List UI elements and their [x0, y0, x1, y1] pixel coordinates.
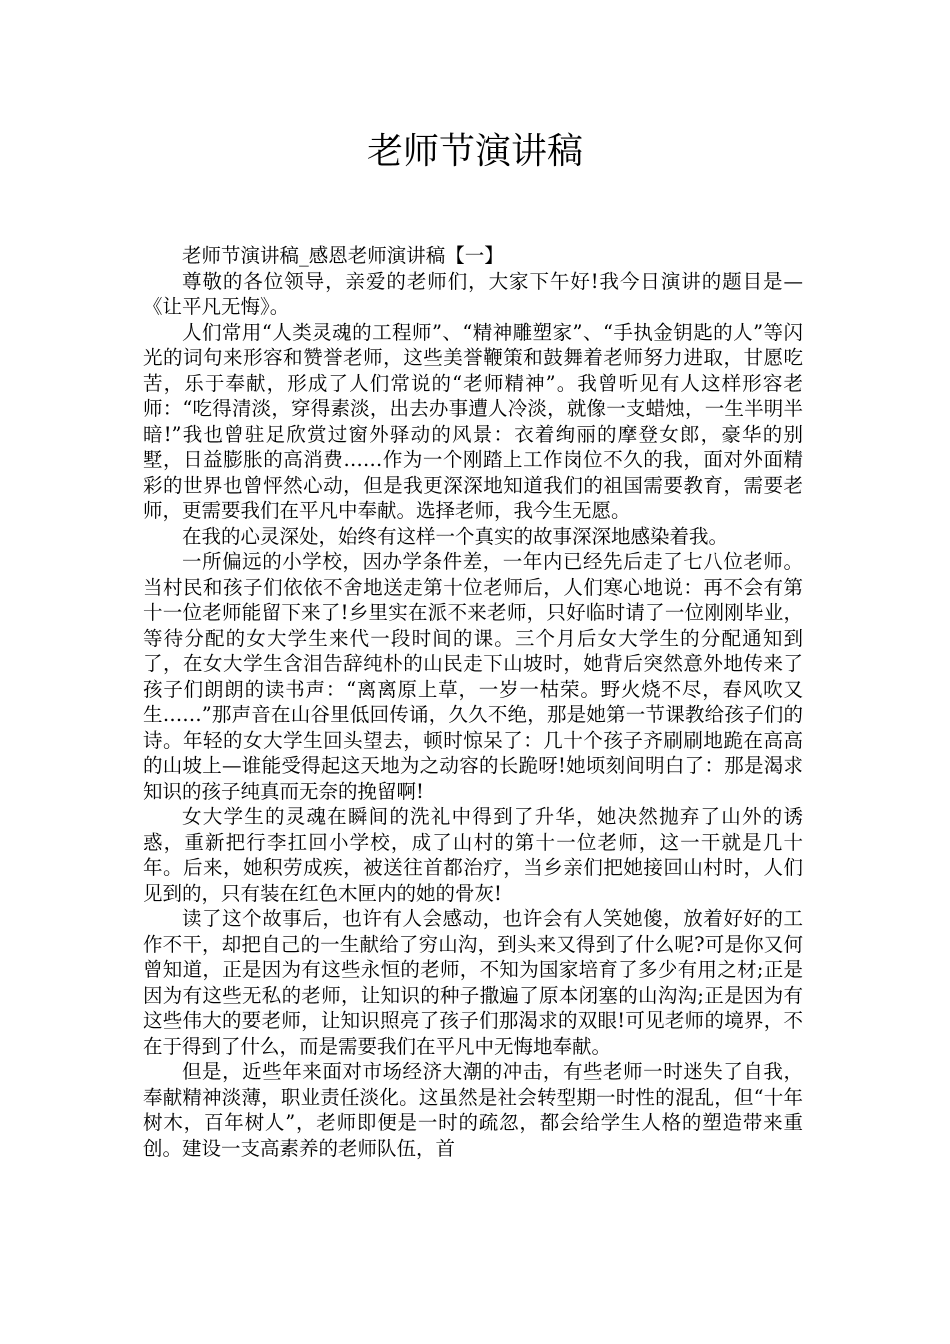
- paragraph: 尊敬的各位领导，亲爱的老师们，大家下午好!我今日演讲的题目是—《让平凡无悔》。: [143, 269, 803, 318]
- section-heading: 老师节演讲稿_感恩老师演讲稿【一】: [182, 244, 504, 267]
- paragraph: 人们常用“人类灵魂的工程师”、“精神雕塑家”、“手执金钥匙的人”等闪光的词句来形容和赞誉老师，这些美誉鞭策和鼓舞着老师努力进取，甘愿吃苦，乐于奉献，形成了人们常说的“老师精神”。我曾听见有人这样形容老师：“吃得清淡，穿得素淡，出去办事遭人冷淡，就像一支蜡烛，一生半明半暗!”我也曾驻足欣赏过窗外驿动的风景：衣着绚丽的摩登女郎，豪华的别墅，日益膨胀的高消费……作为一个刚踏上工作岗位不久的我，面对外面精彩的世界也曾怦然心动，但是我更深深地知道我们的祖国需要教育，需要老师，更需要我们在平凡中奉献。选择老师，我今生无愿。: [143, 320, 803, 522]
- paragraph: 在我的心灵深处，始终有这样一个真实的故事深深地感染着我。: [182, 524, 729, 548]
- paragraph: 一所偏远的小学校，因办学条件差，一年内已经先后走了七八位老师。当村民和孩子们依依不舍地送走第十位老师后，人们寒心地说：再不会有第十一位老师能留下来了!乡里实在派不来老师，只好临时请了一位刚刚毕业，等待分配的女大学生来代一段时间的课。三个月后女大学生的分配通知到了，在女大学生含泪告辞纯朴的山民走下山坡时，她背后突然意外地传来了孩子们朗朗的读书声：“离离原上草，一岁一枯荣。野火烧不尽，春风吹又生……”那声音在山谷里低回传诵，久久不绝，那是她第一节课教给孩子们的诗。年轻的女大学生回头望去，顿时惊呆了：几十个孩子齐刷刷地跪在高高的山坡上—谁能受得起这天地为之动容的长跪呀!她顷刻间明白了：那是渴求知识的孩子纯真而无奈的挽留啊!: [143, 550, 803, 803]
- document-body: [143, 243, 803, 1161]
- paragraph: 但是，近些年来面对市场经济大潮的冲击，有些老师一时迷失了自我，奉献精神淡薄，职业责任淡化。这虽然是社会转型期一时性的混乱，但“十年树木，百年树人”，老师即便是一时的疏忽，都会给学生人格的塑造带来重创。建设一支高素养的老师队伍，首: [143, 1060, 803, 1160]
- paragraph: 读了这个故事后，也许有人会感动，也许会有人笑她傻，放着好好的工作不干，却把自己的一生献给了穷山沟，到头来又得到了什么呢?可是你又何曾知道，正是因为有这些永恒的老师，不知为国家培育了多少有用之材;正是因为有这些无私的老师，让知识的种子撒遍了原本闭塞的山沟沟;正是因为有这些伟大的要老师，让知识照亮了孩子们那渴求的双眼!可见老师的境界，不在于得到了什么，而是需要我们在平凡中无悔地奉献。: [143, 907, 803, 1058]
- paragraph: 女大学生的灵魂在瞬间的洗礼中得到了升华，她决然抛弃了山外的诱惑，重新把行李扛回小学校，成了山村的第十一位老师，这一干就是几十年。后来，她积劳成疾，被送往首都治疗，当乡亲们把她接回山村时，人们见到的，只有装在红色木匣内的她的骨灰!: [143, 805, 803, 905]
- document-title: 老师节演讲稿: [366, 131, 583, 172]
